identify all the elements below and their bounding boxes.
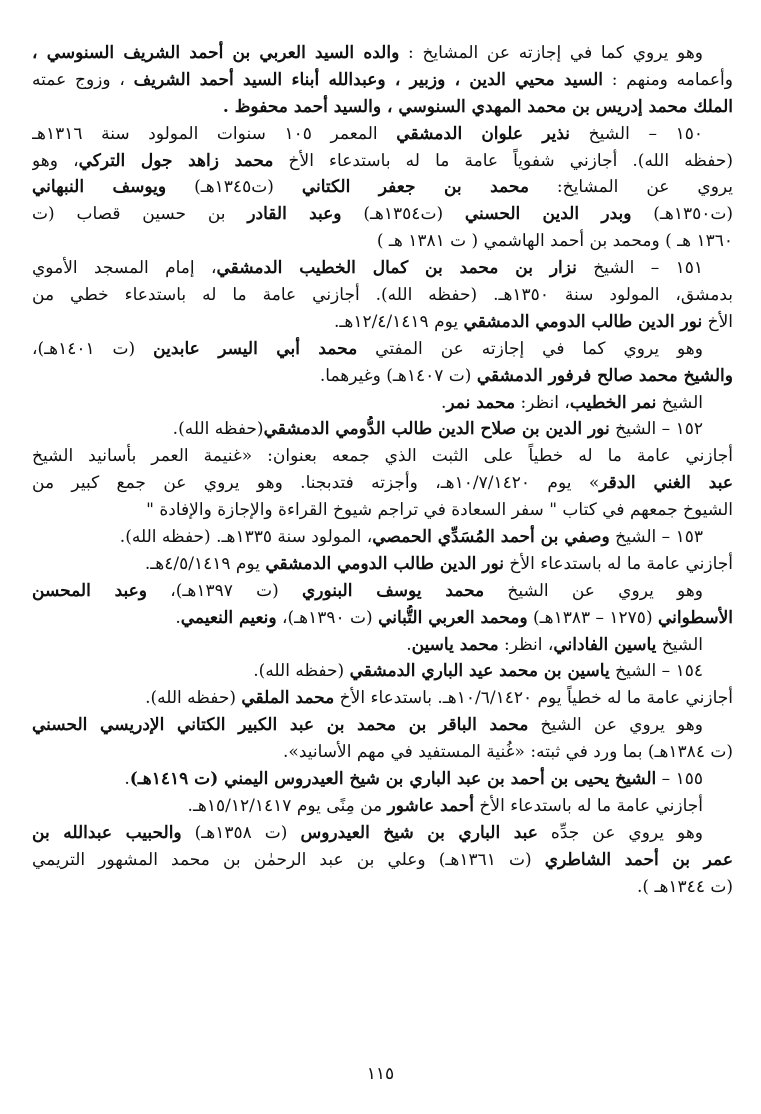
text-line <box>32 524 733 551</box>
text-segment: . <box>175 607 181 628</box>
text-line <box>32 551 733 578</box>
text-segment: ١٥١ – الشيخ <box>576 258 703 279</box>
text-segment: . <box>124 769 130 790</box>
text-segment: (حفظه الله). أجازني شفوياً عامة ما له باستدعاء الأخ <box>273 150 733 171</box>
text-line <box>32 847 733 874</box>
text-segment: وهو يروي كما في إجازته عن المشايخ : <box>399 43 703 63</box>
text-segment: وأعمامه ومنهم : <box>603 69 733 90</box>
bold-name: والده السيد العربي بن أحمد الشريف السنوسي ، <box>32 43 400 63</box>
text-segment: يوم ١٢/٤/١٤١٩هـ. <box>333 311 464 332</box>
text-segment: (ت١٣٤٥هـ) <box>166 177 302 198</box>
text-line <box>32 363 733 390</box>
text-segment: ، المولود سنة ١٣٣٥هـ. (حفظه الله). <box>119 527 373 548</box>
text-line <box>32 470 733 497</box>
text-segment: . <box>440 392 447 413</box>
text-line <box>32 416 733 443</box>
bold-name: محمد نمر <box>446 392 516 413</box>
text-line <box>32 255 733 282</box>
text-segment: من مِنًى يوم ١٥/١٢/١٤١٧هـ. <box>187 795 388 816</box>
bold-name: ياسين الفاداني <box>553 634 657 655</box>
text-line <box>32 201 733 228</box>
bold-name: الشيخ يحيى بن أحمد بن عبد الباري بن شيخ العيدروس اليمني (ت ١٤١٩هـ) <box>129 769 657 790</box>
text-line <box>32 443 733 470</box>
bold-name: محمد بن جعفر الكتاني <box>301 177 529 198</box>
bold-name: وعبد القادر <box>247 204 342 225</box>
text-segment: (ت ١٣٨٤هـ) بما ورد في ثبته: «غُنية المستفيد في مهم الأسانيد». <box>283 742 733 763</box>
text-segment: ، إمام المسجد الأموي <box>32 258 217 279</box>
text-segment: (ت ١٣٩٧هـ)، <box>146 580 302 601</box>
bold-name: ونعيم النعيمي <box>180 607 277 628</box>
page-body <box>32 40 733 901</box>
bold-name: الأسطواني <box>657 607 733 628</box>
text-segment: يروي عن المشايخ: <box>528 177 733 198</box>
text-segment: أجازني عامة ما له باستدعاء الأخ <box>504 553 733 574</box>
bold-name: نزار بن محمد بن كمال الخطيب الدمشقي <box>216 258 577 279</box>
text-line <box>32 148 733 175</box>
text-line <box>32 336 733 363</box>
text-line <box>32 766 733 793</box>
text-segment: (حفظه الله). <box>253 661 350 682</box>
text-line <box>32 712 733 739</box>
text-segment: يوم ٤/٥/١٤١٩هـ. <box>144 553 266 574</box>
text-segment: (ت ١٣٥٨هـ) <box>181 822 301 843</box>
text-segment: ، وزوج عمته <box>32 69 134 90</box>
text-segment: أجازني عامة ما له باستدعاء الأخ <box>474 795 703 816</box>
bold-name: ويوسف النبهاني <box>32 177 167 198</box>
bold-name: وصفي بن أحمد المُسَدِّي الحمصي <box>372 527 610 548</box>
text-segment: وهو يروي عن الشيخ <box>484 580 704 601</box>
text-segment: الشيوخ جمعهم في كتاب " سفر السعادة في تراجم شيوخ القراءة والإجازة والإفادة " <box>146 500 733 521</box>
text-segment: (ت ١٤٠٧هـ) وغيرهما. <box>319 365 477 386</box>
bold-name: وعبد المحسن <box>32 580 147 601</box>
text-line <box>32 390 733 417</box>
text-segment: ١٥٤ – الشيخ <box>609 661 703 682</box>
text-segment: (ت ١٤٠١هـ)، <box>32 338 154 359</box>
text-segment: ، وهو <box>32 150 79 171</box>
page-number: ١١٥ <box>366 1064 395 1084</box>
text-segment: الأخ <box>702 311 733 332</box>
text-line <box>32 282 733 309</box>
text-line <box>32 685 733 712</box>
text-line <box>32 820 733 847</box>
text-line <box>32 874 733 901</box>
text-segment: وهو يروي عن الشيخ <box>528 715 703 736</box>
bold-name: والحبيب عبدالله بن <box>32 822 182 843</box>
text-line <box>32 94 733 121</box>
text-segment: ، انظر: <box>515 392 570 413</box>
bold-name: وبدر الدين الحسني <box>464 204 632 225</box>
text-segment: (حفظه الله). <box>172 419 264 440</box>
text-segment: . <box>406 634 412 655</box>
text-segment: ١٣٦٠ هـ ) ومحمد بن أحمد الهاشمي ( ت ١٣٨١ هـ ) <box>376 231 733 252</box>
text-segment: ، انظر: <box>498 634 554 655</box>
bold-name: محمد ياسين <box>411 634 499 655</box>
bold-name: السيد محيي الدين ، وزبير ، وعبدالله أبناء السيد أحمد الشريف <box>133 69 603 90</box>
bold-name: محمد الملقي <box>241 688 335 709</box>
text-segment: ١٥٣ – الشيخ <box>609 527 703 548</box>
text-line <box>32 497 733 524</box>
text-segment: وهو يروي كما في إجازته عن المفتي <box>357 338 703 359</box>
bold-name: ومحمد العربي التُّباني <box>378 607 528 628</box>
text-line <box>32 793 733 820</box>
bold-name: نمر الخطيب <box>569 392 657 413</box>
bold-name: محمد زاهد جول التركي <box>78 150 274 171</box>
text-segment: ١٥٠ – الشيخ <box>570 123 703 144</box>
text-line <box>32 309 733 336</box>
text-line <box>32 228 733 255</box>
bold-name: أحمد عاشور <box>387 795 474 816</box>
text-segment: بن حسين قصاب (ت <box>32 204 248 225</box>
text-segment: المعمر ١٠٥ سنوات المولود سنة ١٣١٦هـ <box>32 123 397 144</box>
bold-name: محمد الباقر بن محمد بن عبد الكبير الكتاني الإدريسي الحسني <box>32 715 529 736</box>
text-line <box>32 40 733 67</box>
text-segment: (ت ١٣٤٤هـ ). <box>637 876 733 897</box>
text-line <box>32 121 733 148</box>
bold-name: نور الدين طالب الدومي الدمشقي <box>463 311 703 332</box>
text-segment: (ت١٣٥٠هـ) <box>631 204 733 225</box>
text-segment: أجازني عامة ما له خطياً على الثبت الذي جمعه بعنوان: «غنيمة العمر بأسانيد الشيخ <box>32 446 733 467</box>
text-segment: (١٢٧٥ – ١٣٨٣هـ) <box>527 607 658 628</box>
text-segment: الشيخ <box>656 634 703 655</box>
text-line <box>32 67 733 94</box>
text-segment: (حفظه الله). <box>145 688 242 709</box>
bold-name: ياسين بن محمد عيد الباري الدمشقي <box>349 661 610 682</box>
bold-name: عمر بن أحمد الشاطري <box>544 849 733 870</box>
text-line <box>32 658 733 685</box>
bold-name: عبد الغني الدقر <box>599 473 733 494</box>
text-line <box>32 174 733 201</box>
text-segment: (ت ١٣٦١هـ) وعلي بن عبد الرحمٰن بن محمد المشهور التريمي <box>32 849 545 870</box>
bold-name: عبد الباري بن شيخ العيدروس <box>300 822 538 843</box>
text-line <box>32 739 733 766</box>
text-segment: وهو يروي عن جدِّه <box>537 822 704 843</box>
text-segment: بدمشق، المولود سنة ١٣٥٠هـ. (حفظه الله). أجازني عامة ما له باستدعاء خطي من <box>32 285 733 306</box>
text-segment: ١٥٥ – <box>656 769 703 790</box>
bold-name: والشيخ محمد صالح فرفور الدمشقي <box>476 365 733 386</box>
bold-name: نور الدين بن صلاح الدين طالب الدُّومي الدمشقي <box>263 419 610 440</box>
bold-name: محمد يوسف البنوري <box>301 580 485 601</box>
text-segment: ١٥٢ – الشيخ <box>609 419 703 440</box>
text-segment: الشيخ <box>656 392 703 413</box>
text-segment: أجازني عامة ما له خطياً يوم ١٠/٦/١٤٢٠هـ. باستدعاء الأخ <box>334 688 733 709</box>
bold-name: محمد أبي اليسر عابدين <box>153 338 358 359</box>
text-line <box>32 632 733 659</box>
text-segment: » يوم ١٠/٧/١٤٢٠هـ، وأجزته فتدبجنا. وهو يروي عن جمع كبير من <box>32 473 600 494</box>
text-segment: (ت ١٣٩٠هـ)، <box>276 607 379 628</box>
bold-name: نذير علوان الدمشقي <box>396 123 570 144</box>
text-line <box>32 578 733 605</box>
text-line <box>32 605 733 632</box>
bold-name: الملك محمد إدريس بن محمد المهدي السنوسي ، والسيد أحمد محفوظ . <box>222 96 733 117</box>
bold-name: نور الدين طالب الدومي الدمشقي <box>265 553 504 574</box>
text-segment: (ت١٣٥٤هـ) <box>341 204 465 225</box>
